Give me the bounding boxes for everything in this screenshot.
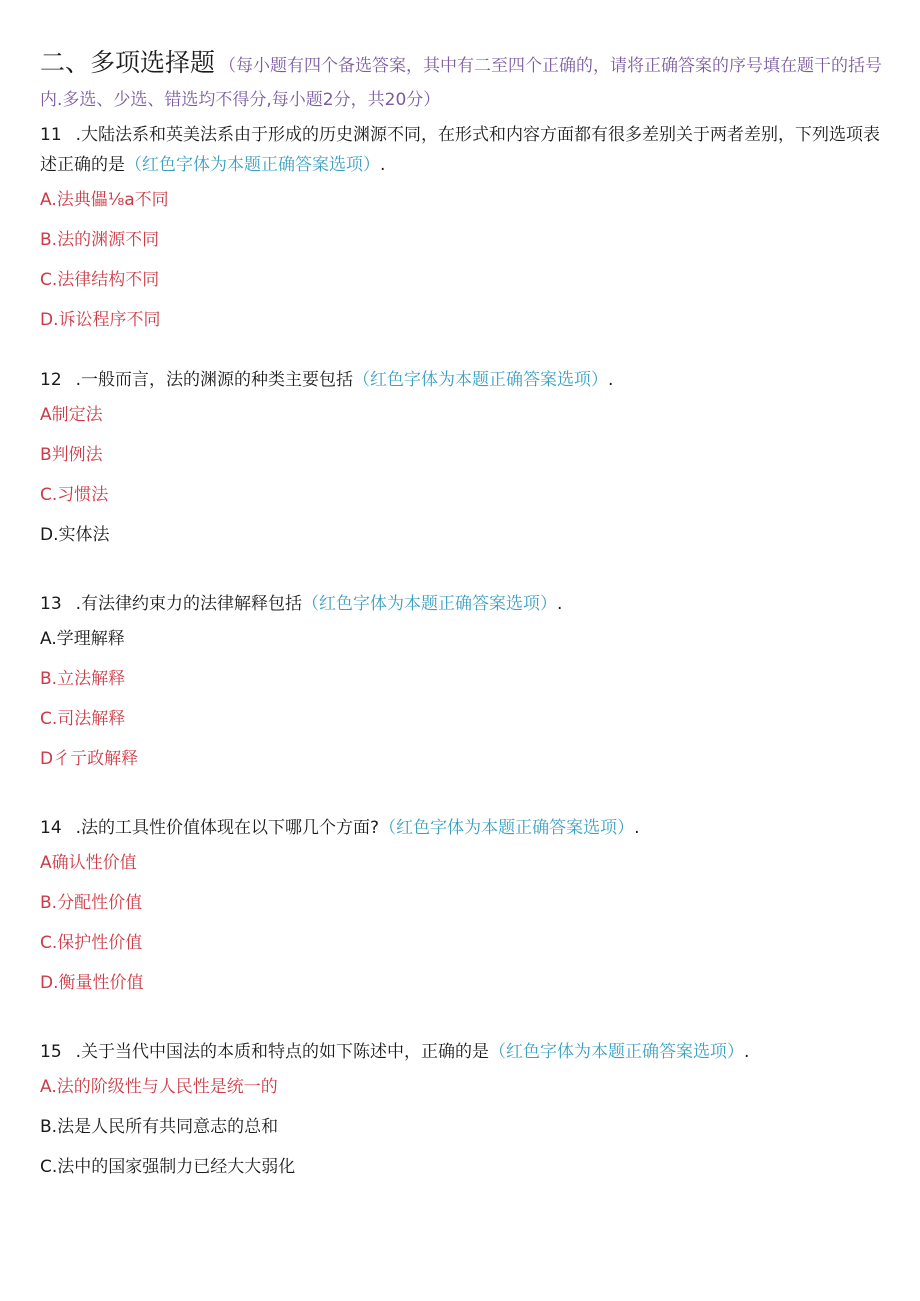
question-14 [40,813,888,995]
question-stem [40,365,888,395]
option-d: D.实体法 [40,525,110,545]
option-a: A.法典儡⅛a不同 [40,190,169,210]
question-text: .一般而言，法的渊源的种类主要包括 [75,370,354,390]
section-instructions: （每小题有四个备选答案，其中有二至四个正确的，请将正确答案的序号填在题干的括号内.多选、少选、错选均不得分,每小题2分，共20分） [40,56,883,110]
option-c: C.法律结构不同 [40,270,160,290]
option-b: B.法的渊源不同 [40,230,160,250]
option-c: C.保护性价值 [40,933,143,953]
option-b: B.法是人民所有共同意志的总和 [40,1117,279,1137]
question-12 [40,365,888,547]
option-d: D.诉讼程序不同 [40,310,161,330]
question-11 [40,120,888,332]
question-13 [40,589,888,771]
question-text: .有法律约束力的法律解释包括 [75,594,303,614]
question-stem [40,120,888,180]
option-d: D彳亍政解释 [40,749,139,769]
question-text: .关于当代中国法的本质和特点的如下陈述中，正确的是 [75,1042,490,1062]
question-stem [40,1037,888,1067]
question-text: .法的工具性价值体现在以下哪几个方面? [75,818,380,838]
question-number: 14 [40,818,62,838]
answer-hint: （红色字体为本题正确答案选项） [125,155,380,175]
option-c: C.法中的国家强制力已经大大弱化 [40,1157,296,1177]
question-15 [40,1037,888,1179]
question-end: . [608,370,614,390]
question-number: 12 [40,370,62,390]
option-a: A.法的阶级性与人民性是统一的 [40,1077,278,1097]
answer-hint: （红色字体为本题正确答案选项） [379,818,635,838]
question-number: 15 [40,1042,62,1062]
question-end: . [634,818,640,838]
question-stem [40,813,888,843]
option-c: C.习惯法 [40,485,109,505]
option-b: B.立法解释 [40,669,126,689]
option-a: A制定法 [40,405,103,425]
question-text: .大陆法系和英美法系由于形成的历史渊源不同，在形式和内容方面都有很多差别关于两者差别，下列选项表述正确的是 [40,125,881,175]
answer-hint: （红色字体为本题正确答案选项） [353,370,609,390]
question-end: . [380,155,386,175]
question-end: . [557,594,563,614]
option-a: A确认性价值 [40,853,137,873]
answer-hint: （红色字体为本题正确答案选项） [489,1042,745,1062]
option-b: B判例法 [40,445,103,465]
answer-hint: （红色字体为本题正确答案选项） [302,594,558,614]
option-a: A.学理解释 [40,629,125,649]
section-header [40,46,890,117]
option-b: B.分配性价值 [40,893,143,913]
question-stem [40,589,888,619]
question-end: . [744,1042,750,1062]
option-d: D.衡量性价值 [40,973,144,993]
question-number: 13 [40,594,62,614]
option-c: C.司法解释 [40,709,126,729]
section-title: 二、多项选择题 [40,48,216,77]
question-number: 11 [40,125,62,145]
